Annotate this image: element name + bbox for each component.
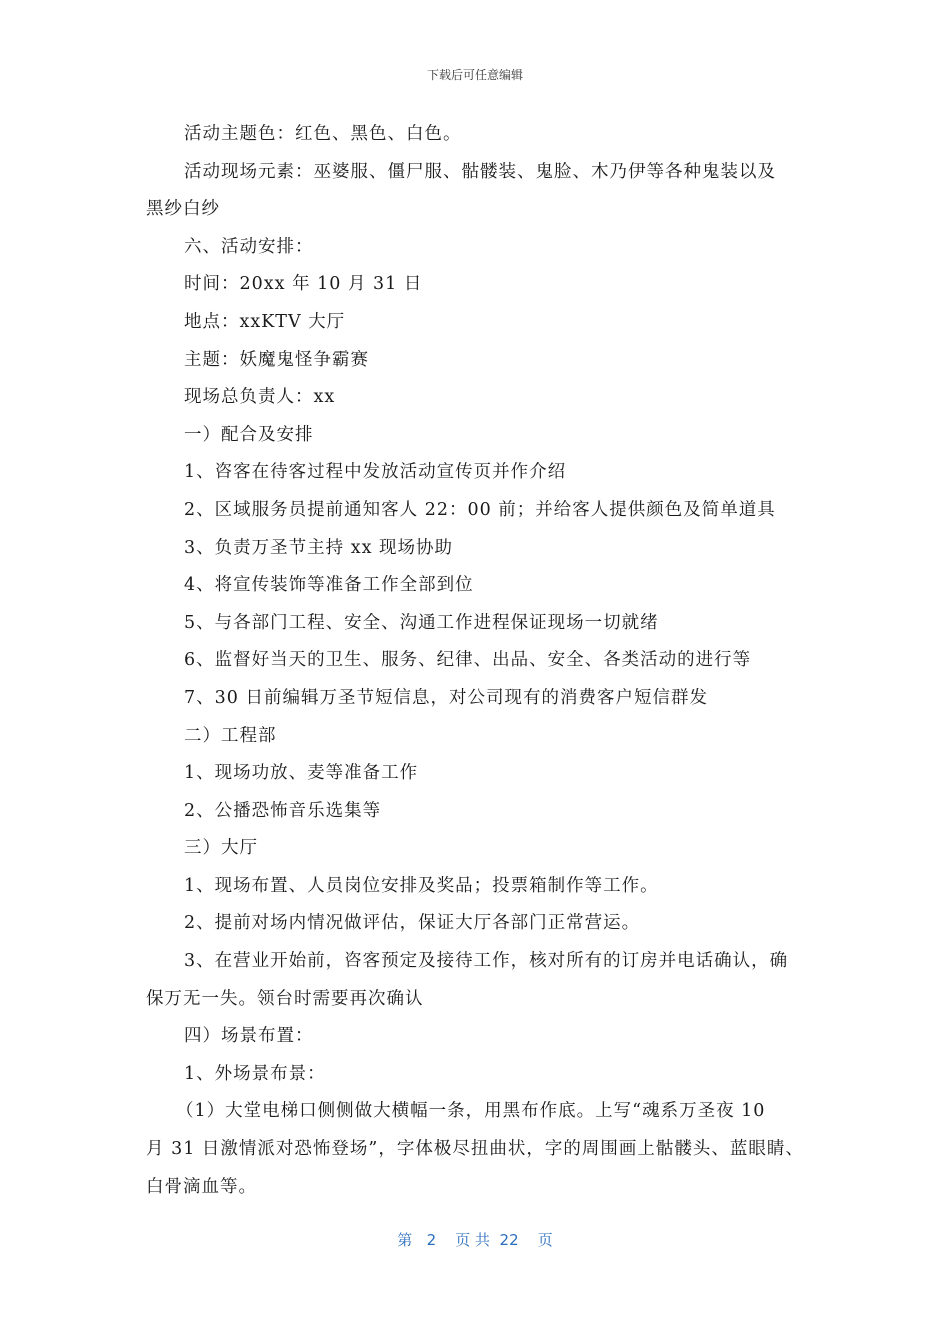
paragraph-line: 3、在营业开始前，咨客预定及接待工作，核对所有的订房并电话确认，确 — [184, 951, 789, 972]
paragraph-line: 保万无一失。领台时需要再次确认 — [146, 988, 424, 1009]
paragraph-line: 1、现场布置、人员岗位安排及奖品；投票箱制作等工作。 — [184, 875, 659, 896]
paragraph-line: 六、活动安排： — [184, 236, 314, 257]
paragraph-line: 时间：20xx 年 10 月 31 日 — [184, 274, 423, 295]
paragraph-line: 四）场景布置： — [184, 1026, 314, 1047]
paragraph-line: 现场总负责人：xx — [184, 387, 336, 408]
paragraph-line: 1、现场功放、麦等准备工作 — [184, 763, 419, 784]
paragraph-line: 黑纱白纱 — [146, 199, 220, 220]
paragraph-line: 主题：妖魔鬼怪争霸赛 — [184, 349, 369, 370]
paragraph-line: 二）工程部 — [184, 725, 277, 746]
paragraph-line: 7、30 日前编辑万圣节短信息，对公司现有的消费客户短信群发 — [184, 687, 708, 708]
footer-total-pages: 22 — [499, 1231, 519, 1249]
paragraph-line: 3、负责万圣节主持 xx 现场协助 — [184, 537, 453, 558]
paragraph-line: 2、提前对场内情况做评估，保证大厅各部门正常营运。 — [184, 913, 641, 934]
paragraph-line: 2、区域服务员提前通知客人 22：00 前；并给客人提供颜色及简单道具 — [184, 499, 776, 520]
footer-mid: 页 共 — [455, 1231, 490, 1249]
paragraph-line: 一）配合及安排 — [184, 424, 314, 445]
footer-suffix: 页 — [537, 1231, 553, 1249]
paragraph-line: 5、与各部门工程、安全、沟通工作进程保证现场一切就绪 — [184, 612, 659, 633]
paragraph-line: 1、外场景布景： — [184, 1063, 326, 1084]
paragraph-line: 4、将宣传装饰等准备工作全部到位 — [184, 575, 474, 596]
paragraph-line: 白骨滴血等。 — [146, 1176, 257, 1197]
paragraph-line: 6、监督好当天的卫生、服务、纪律、出品、安全、各类活动的进行等 — [184, 650, 752, 671]
page-footer — [0, 1229, 950, 1250]
document-body — [146, 116, 822, 1206]
paragraph-line: 三）大厅 — [184, 838, 258, 859]
paragraph-line: 月 31 日激情派对恐怖登场”，字体极尽扭曲状，字的周围画上骷髅头、蓝眼睛、 — [146, 1139, 804, 1160]
paragraph-line: （1）大堂电梯口侧侧做大横幅一条，用黑布作底。上写“魂系万圣夜 10 — [176, 1101, 766, 1122]
paragraph-line: 2、公播恐怖音乐选集等 — [184, 800, 382, 821]
paragraph-line: 活动主题色：红色、黑色、白色。 — [184, 124, 462, 144]
paragraph-line: 地点：xxKTV 大厅 — [184, 311, 346, 332]
footer-page-number: 2 — [426, 1231, 437, 1249]
paragraph-line: 1、咨客在待客过程中发放活动宣传页并作介绍 — [184, 462, 567, 483]
paragraph-line: 活动现场元素：巫婆服、僵尸服、骷髅装、鬼脸、木乃伊等各种鬼装以及 — [184, 161, 776, 182]
page-header: 下载后可任意编辑 — [426, 68, 523, 82]
footer-prefix: 第 — [397, 1231, 413, 1249]
